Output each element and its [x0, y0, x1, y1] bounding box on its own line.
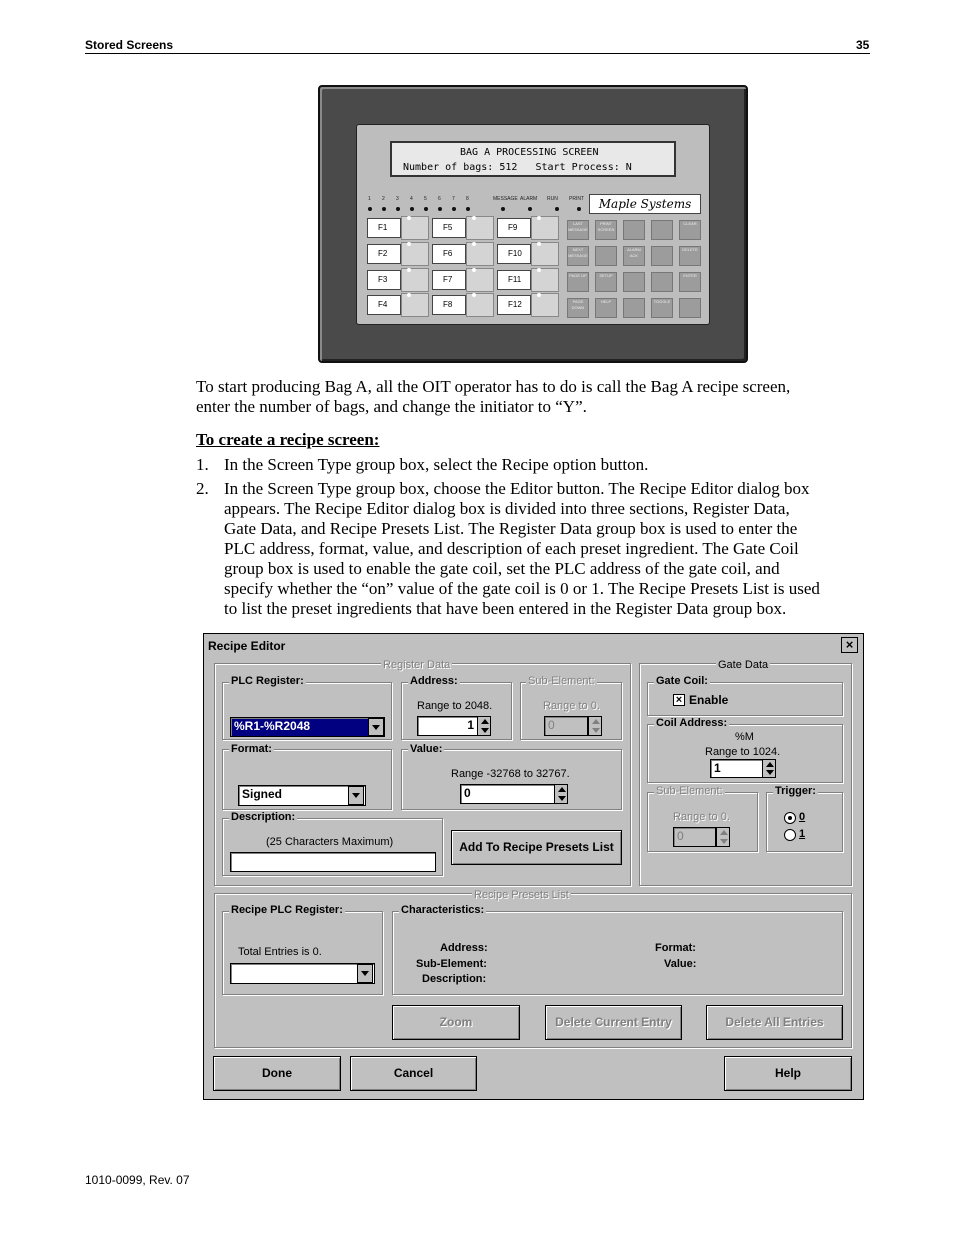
led-indicator: [382, 207, 386, 211]
close-button[interactable]: ×: [841, 637, 858, 653]
sub-element-spinner[interactable]: [588, 716, 602, 736]
value-field[interactable]: 0: [460, 784, 555, 804]
status-label: RUN: [547, 196, 558, 202]
status-led: [528, 207, 532, 211]
function-key: F10: [497, 244, 531, 264]
plc-register-label: PLC Register:: [231, 675, 304, 687]
function-key: F9: [497, 218, 531, 238]
keypad-key: LAST MESSAGE: [567, 220, 589, 240]
sub-element-field[interactable]: 0: [544, 716, 588, 736]
function-key: F5: [432, 218, 466, 238]
led-indicator: [466, 207, 470, 211]
coil-address-field[interactable]: 1: [710, 759, 763, 778]
function-key: F12: [497, 295, 531, 315]
step-2-line: group box is used to enable the gate coil, set the PLC address of the gate coil, and: [224, 559, 780, 578]
delete-all-entries-button[interactable]: Delete All Entries: [706, 1005, 843, 1040]
function-key-led: [407, 242, 411, 246]
keypad-key: [651, 246, 673, 266]
value-label: Value:: [410, 743, 443, 755]
function-key: F7: [432, 270, 466, 290]
char-value-label: Value:: [664, 958, 697, 970]
led-number: 8: [466, 196, 469, 202]
address-range: Range to 2048.: [417, 700, 493, 712]
step-2-line: Gate Data, and Recipe Presets List. The Register Data group box is used to enter the: [224, 519, 798, 538]
running-header-title: Stored Screens: [85, 38, 174, 52]
led-indicator: [452, 207, 456, 211]
step-2-line: specify whether the “on” value of the gate coil is 0 or 1. The Recipe Presets List is used: [224, 579, 820, 598]
zoom-button[interactable]: Zoom: [392, 1005, 520, 1040]
coil-address-label: Coil Address:: [656, 717, 728, 729]
led-number: 4: [410, 196, 413, 202]
step-2-line: In the Screen Type group box, choose the Editor button. The Recipe Editor dialog box: [224, 479, 810, 498]
keypad-key: [623, 298, 645, 318]
keypad-key: SETUP: [595, 272, 617, 292]
function-key: F8: [432, 295, 466, 315]
address-spinner[interactable]: [477, 716, 491, 736]
step-2-line: PLC address, format, value, and description of each preset ingredient. The Gate Coil: [224, 539, 799, 558]
coil-address-spinner[interactable]: [762, 759, 776, 778]
function-key-led: [472, 293, 476, 297]
trigger-label: Trigger:: [775, 785, 816, 797]
characteristics-label: Characteristics:: [401, 904, 485, 916]
led-indicator: [368, 207, 372, 211]
step-2-line: appears. The Recipe Editor dialog box is divided into three sections, Register Data,: [224, 499, 790, 518]
keypad-key: PRINT SCREEN: [595, 220, 617, 240]
led-number: 3: [396, 196, 399, 202]
function-key-blank: [531, 293, 559, 317]
footer-doc-id: 1010-0099, Rev. 07: [85, 1173, 190, 1187]
function-key-blank: [466, 293, 494, 317]
function-key-led: [537, 268, 541, 272]
status-led: [555, 207, 559, 211]
coil-address-range: Range to 1024.: [705, 746, 781, 758]
function-key-led: [407, 216, 411, 220]
gate-data-label: Gate Data: [718, 659, 769, 671]
function-key-blank: [401, 242, 429, 266]
function-key-blank: [466, 242, 494, 266]
description-label: Description:: [231, 811, 296, 823]
header-rule: [85, 53, 870, 54]
enable-label: Enable: [689, 693, 729, 707]
address-label: Address:: [410, 675, 458, 687]
led-number: 6: [438, 196, 441, 202]
function-key-blank: [401, 293, 429, 317]
keypad-key: [595, 246, 617, 266]
char-sub-element-label: Sub-Element:: [416, 958, 487, 970]
keypad-key: PAGE UP: [567, 272, 589, 292]
format-label: Format:: [231, 743, 272, 755]
intro-line: enter the number of bags, and change the initiator to “Y”.: [196, 397, 587, 416]
trigger-option-1: 1: [799, 828, 806, 840]
function-key-blank: [531, 242, 559, 266]
maple-systems-logo: Maple Systems: [589, 194, 701, 214]
trigger-option-0: 0: [799, 811, 806, 823]
register-data-label: Register Data: [383, 659, 451, 671]
function-key-led: [537, 293, 541, 297]
recipe-presets-label: Recipe Presets List: [474, 889, 569, 901]
keypad-key: PAGE DOWN: [567, 298, 589, 318]
function-key-led: [407, 293, 411, 297]
led-number: 2: [382, 196, 385, 202]
led-indicator: [396, 207, 400, 211]
coil-address-prefix: %M: [735, 731, 754, 743]
step-1-text: In the Screen Type group box, select the Recipe option button.: [224, 455, 649, 474]
function-key: F11: [497, 270, 531, 290]
function-key: F2: [367, 244, 401, 264]
function-key-led: [537, 216, 541, 220]
led-number: 5: [424, 196, 427, 202]
address-field[interactable]: 1: [417, 716, 478, 736]
plc-register-select[interactable]: %R1-%R2048: [230, 717, 385, 737]
function-key-blank: [531, 268, 559, 292]
led-indicator: [438, 207, 442, 211]
cancel-button[interactable]: Cancel: [350, 1056, 477, 1091]
intro-paragraph: [196, 377, 876, 417]
keypad-key: [623, 220, 645, 240]
sub-element-range: Range to 0.: [543, 700, 600, 712]
step-number: 1.: [196, 455, 209, 474]
chevron-down-icon[interactable]: [368, 718, 384, 736]
lcd-line-2: Number of bags: 512 Start Process: N: [403, 162, 632, 173]
status-label: MESSAGE: [493, 196, 518, 202]
dialog-title: Recipe Editor: [208, 639, 286, 653]
sub-element-label: Sub-Element:: [528, 675, 595, 687]
keypad-key: [623, 272, 645, 292]
keypad-key: [651, 220, 673, 240]
chevron-down-icon[interactable]: [357, 964, 373, 983]
char-description-label: Description:: [422, 973, 487, 985]
intro-line: To start producing Bag A, all the OIT operator has to do is call the Bag A recipe screen,: [196, 377, 791, 396]
char-format-label: Format:: [655, 942, 696, 954]
done-button[interactable]: Done: [213, 1056, 341, 1091]
function-key: F4: [367, 295, 401, 315]
function-key-blank: [466, 216, 494, 240]
total-entries-text: Total Entries is 0.: [238, 946, 322, 958]
led-indicator: [410, 207, 414, 211]
function-key-led: [407, 268, 411, 272]
char-address-label: Address:: [440, 942, 488, 954]
keypad-key: [651, 272, 673, 292]
value-spinner[interactable]: [554, 784, 568, 804]
function-key: F6: [432, 244, 466, 264]
gate-sub-element-spinner[interactable]: [716, 827, 730, 847]
description-hint: (25 Characters Maximum): [266, 836, 394, 848]
lcd-line-1: BAG A PROCESSING SCREEN: [460, 147, 599, 158]
enable-checkbox[interactable]: ×: [673, 694, 685, 706]
description-field[interactable]: [230, 852, 436, 872]
gate-sub-element-field[interactable]: 0: [673, 827, 716, 847]
gate-sub-element-label: Sub-Element:: [656, 785, 723, 797]
recipe-plc-register-select[interactable]: [230, 963, 375, 984]
function-key-led: [537, 242, 541, 246]
keypad-key: DELETE: [679, 246, 701, 266]
keypad-key: NEXT MESSAGE: [567, 246, 589, 266]
format-select[interactable]: Signed: [238, 785, 366, 806]
keypad-key: TOGGLE: [651, 298, 673, 318]
keypad-key: CLEAR: [679, 220, 701, 240]
function-key: F1: [367, 218, 401, 238]
chevron-down-icon[interactable]: [348, 786, 364, 805]
step-number: 2.: [196, 479, 209, 498]
status-label: PRINT: [569, 196, 584, 202]
value-range: Range -32768 to 32767.: [451, 768, 570, 780]
trigger-radio-0[interactable]: [784, 812, 796, 824]
procedure-title: To create a recipe screen:: [196, 430, 380, 449]
function-key: F3: [367, 270, 401, 290]
function-key-led: [472, 242, 476, 246]
function-key-blank: [531, 216, 559, 240]
function-key-led: [472, 216, 476, 220]
function-key-blank: [466, 268, 494, 292]
gate-sub-element-range: Range to 0.: [673, 811, 730, 823]
led-indicator: [424, 207, 428, 211]
gate-coil-label: Gate Coil:: [656, 675, 708, 687]
led-number: 7: [452, 196, 455, 202]
oit-lcd-display: [390, 141, 676, 177]
keypad-key: [679, 298, 701, 318]
keypad-key: HELP: [595, 298, 617, 318]
keypad-key: ALARM ACK: [623, 246, 645, 266]
status-led: [577, 207, 581, 211]
function-key-blank: [401, 268, 429, 292]
function-key-led: [472, 268, 476, 272]
status-label: ALARM: [520, 196, 538, 202]
keypad-key: ENTER: [679, 272, 701, 292]
step-2-text: [224, 479, 874, 619]
delete-current-entry-button[interactable]: Delete Current Entry: [545, 1005, 682, 1040]
recipe-plc-register-label: Recipe PLC Register:: [231, 904, 343, 916]
led-number: 1: [368, 196, 371, 202]
dialog-title-bar: [204, 634, 863, 656]
help-button[interactable]: Help: [724, 1056, 852, 1091]
step-2-line: to list the preset ingredients that have been entered in the Register Data group box.: [224, 599, 787, 618]
trigger-radio-1[interactable]: [784, 829, 796, 841]
status-led: [501, 207, 505, 211]
add-to-recipe-presets-button[interactable]: Add To Recipe Presets List: [451, 830, 622, 865]
page-number: 35: [856, 38, 870, 52]
function-key-blank: [401, 216, 429, 240]
